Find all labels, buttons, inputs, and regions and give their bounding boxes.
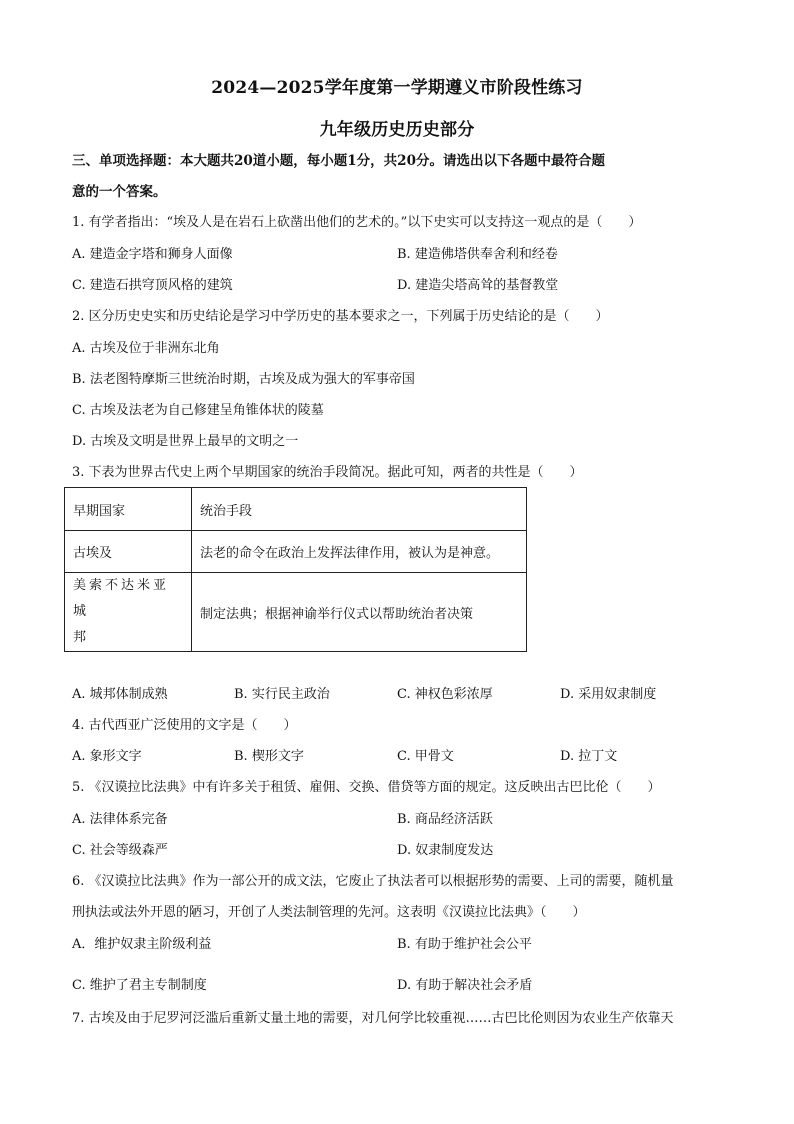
question-3-option-d: D. 采用奴隶制度 [560,687,657,702]
table-header-cell: 早期国家 [65,488,192,531]
table-header-cell: 统治手段 [192,488,527,531]
question-1-option-a: A. 建造金字塔和狮身人面像 [72,247,233,262]
table-cell [65,573,192,652]
question-1-option-b: B. 建造佛塔供奉舍利和经卷 [397,247,558,262]
question-6-stem-line2: 刑执法或法外开恩的陋习，开创了人类法制管理的先河。这表明《汉谟拉比法典》（ ） [72,905,586,920]
question-3-option-b: B. 实行民主政治 [234,687,330,702]
table-header-row [65,488,527,531]
question-4-option-b: B. 楔形文字 [234,749,304,764]
question-5-option-c: C. 社会等级森严 [72,843,168,858]
question-4-option-c: C. 甲骨文 [397,749,454,764]
question-6-option-c: C. 维护了君主专制制度 [72,978,207,993]
table-cell: 法老的命令在政治上发挥法律作用，被认为是神意。 [192,531,527,573]
question-4-option-d: D. 拉丁文 [560,749,618,764]
question-2-option-d: D. 古埃及文明是世界上最早的文明之一 [72,434,299,449]
question-4-option-a: A. 象形文字 [72,749,142,764]
question-5-stem: 5. 《汉谟拉比法典》中有许多关于租赁、雇佣、交换、借贷等方面的规定。这反映出古巴比伦（ ） [72,780,661,795]
question-4-stem: 4. 古代西亚广泛使用的文字是（ ） [72,718,297,733]
section-heading-line2: 意的一个答案。 [72,184,167,200]
question-3-option-c: C. 神权色彩浓厚 [397,687,493,702]
question-6-option-d: D. 有助于解决社会矛盾 [397,978,533,993]
exam-title: 2024—2025学年度第一学期遵义市阶段性练习 [211,78,583,98]
question-3-stem: 3. 下表为世界古代史上两个早期国家的统治手段简况。据此可知，两者的共性是（ ） [72,465,583,480]
question-6-option-b: B. 有助于维护社会公平 [397,937,532,952]
table-cell: 古埃及 [65,531,192,573]
question-2-option-c: C. 古埃及法老为自己修建呈角锥体状的陵墓 [72,403,324,418]
table-cell: 制定法典；根据神谕举行仪式以帮助统治者决策 [192,573,527,652]
exam-subtitle: 九年级历史历史部分 [319,120,475,140]
table-cell-line: 邦 [73,630,90,645]
question-3-table [64,487,527,652]
question-5-option-a: A. 法律体系完备 [72,812,168,827]
table-cell-line: 美索不达米亚城 [73,578,170,619]
question-6-stem-line1: 6. 《汉谟拉比法典》作为一部公开的成文法，它废止了执法者可以根据形势的需要、上司的需要，随机量 [72,874,674,889]
question-2-option-b: B. 法老图特摩斯三世统治时期，古埃及成为强大的军事帝国 [72,372,415,387]
table-row [65,573,527,652]
question-3-option-a: A. 城邦体制成熟 [72,687,168,702]
section-heading [72,146,728,208]
section-heading-line1: 三、单项选择题：本大题共20道小题，每小题1分，共20分。请选出以下各题中最符合题 [72,153,605,169]
question-1-option-c: C. 建造石拱穹顶风格的建筑 [72,278,233,293]
question-2-stem: 2. 区分历史史实和历史结论是学习中学历史的基本要求之一，下列属于历史结论的是（ ） [72,309,609,324]
question-6-option-a: A．维护奴隶主阶级利益 [72,937,212,952]
question-5-option-d: D. 奴隶制度发达 [397,843,494,858]
question-1-option-d: D. 建造尖塔高耸的基督教堂 [397,278,559,293]
question-7-stem: 7. 古埃及由于尼罗河泛滥后重新丈量土地的需要，对几何学比较重视……古巴比伦则因为农业生产依靠天 [72,1011,674,1026]
question-2-option-a: A. 古埃及位于非洲东北角 [72,341,220,356]
question-1-stem: 1. 有学者指出：“埃及人是在岩石上砍凿出他们的艺术的。”以下史实可以支持这一观点的是（ ） [72,215,642,230]
question-5-option-b: B. 商品经济活跃 [397,812,493,827]
table-row [65,531,527,573]
